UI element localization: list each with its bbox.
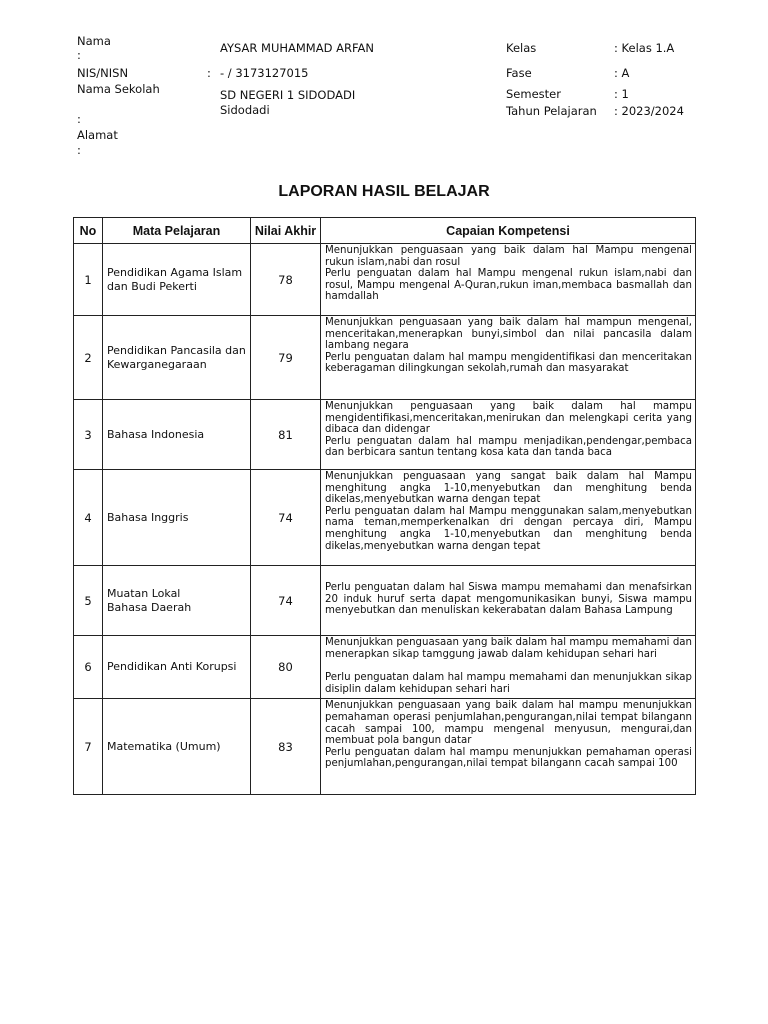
row-capaian bbox=[321, 470, 696, 566]
sekolah-value-2: Sidodadi bbox=[220, 103, 270, 117]
row-mata-pelajaran bbox=[103, 316, 251, 400]
table-row bbox=[74, 244, 696, 316]
alamat-label: Alamat bbox=[77, 128, 118, 142]
row-mata-pelajaran bbox=[103, 244, 251, 316]
row-capaian bbox=[321, 400, 696, 470]
capaian-text: Menunjukkan penguasaan yang baik dalam hal mampun mengenal, menceritakan,menerapkan bunyi,simbol dan nilai pancasila dalam lambang negara bbox=[325, 317, 692, 352]
col-header-capaian-kompetensi: Capaian Kompetensi bbox=[321, 218, 696, 244]
capaian-text: Perlu penguatan dalam hal mampu memahami dan menunjukkan sikap disiplin dalam kehidupan sehari hari bbox=[325, 672, 692, 695]
kelas-label: Kelas bbox=[506, 41, 537, 55]
report-table bbox=[73, 217, 696, 795]
mapel-line: Bahasa Daerah bbox=[107, 600, 192, 614]
row-mata-pelajaran bbox=[103, 400, 251, 470]
sekolah-value: SD NEGERI 1 SIDODADI bbox=[220, 88, 356, 102]
tahun-pelajaran-value: : 2023/2024 bbox=[614, 104, 684, 118]
kelas-value: : Kelas 1.A bbox=[614, 41, 675, 55]
mapel-line: Kewarganegaraan bbox=[107, 357, 207, 371]
table-row bbox=[74, 699, 696, 795]
capaian-text: Menunjukkan penguasaan yang baik dalam hal mampu menunjukkan pemahaman operasi penjumlahan,pengurangan,nilai tempat bilangann cacah sampai 100, mampu mengenal menyusun, mengurai,dan membuat pola bangun datar bbox=[325, 700, 692, 747]
row-mata-pelajaran bbox=[103, 566, 251, 636]
nisn-value: - / 3173127015 bbox=[220, 66, 309, 80]
table-row bbox=[74, 316, 696, 400]
row-no: 5 bbox=[74, 566, 103, 636]
row-no: 1 bbox=[74, 244, 103, 316]
capaian-text: Perlu penguatan dalam hal mampu menunjukkan pemahaman operasi penjumlahan,pengurangan,nilai tempat bilangann cacah sampai 100 bbox=[325, 746, 692, 770]
mapel-line: Matematika (Umum) bbox=[107, 740, 221, 754]
row-no: 4 bbox=[74, 470, 103, 566]
mapel-line: dan Budi Pekerti bbox=[107, 279, 197, 293]
nama-label: Nama bbox=[77, 34, 111, 48]
mapel-line: Bahasa Indonesia bbox=[107, 427, 205, 441]
semester-label: Semester bbox=[506, 87, 561, 101]
row-mata-pelajaran bbox=[103, 699, 251, 795]
fase-label: Fase bbox=[506, 66, 532, 80]
row-capaian bbox=[321, 244, 696, 316]
row-no: 2 bbox=[74, 316, 103, 400]
mapel-line: Pendidikan Anti Korupsi bbox=[107, 660, 237, 674]
row-mata-pelajaran bbox=[103, 470, 251, 566]
col-header-mata-pelajaran: Mata Pelajaran bbox=[103, 218, 251, 244]
table-row bbox=[74, 566, 696, 636]
sekolah-label: Nama Sekolah bbox=[77, 82, 160, 96]
sekolah-colon: : bbox=[77, 112, 81, 126]
row-no: 6 bbox=[74, 636, 103, 699]
row-capaian bbox=[321, 636, 696, 699]
alamat-colon: : bbox=[77, 143, 81, 157]
nisn-label: NIS/NISN bbox=[77, 66, 129, 80]
tahun-pelajaran-label: Tahun Pelajaran bbox=[506, 104, 597, 118]
capaian-text: Perlu penguatan dalam hal mampu menjadikan,pendengar,pembaca dan berbicara santun tentang kosa kata dan tanda baca bbox=[325, 435, 692, 459]
table-header-row bbox=[74, 218, 696, 244]
capaian-text: Perlu penguatan dalam hal Mampu menggunakan salam,menyebutkan nama teman,memperkenalkan dri dengan percaya diri, Mampu menghitung angka 1-10,menyebutkan dan menghitung benda dikelas,menyebutkan warna dengan tepat bbox=[325, 505, 692, 552]
row-capaian bbox=[321, 699, 696, 795]
row-nilai-akhir: 74 bbox=[251, 566, 321, 636]
mapel-line: Muatan Lokal bbox=[107, 587, 181, 600]
table-row bbox=[74, 470, 696, 566]
capaian-text: Menunjukkan penguasaan yang baik dalam hal mampu mengidentifikasi,menceritakan,menirukan dan melengkapi cerita yang dibaca dan didengar bbox=[325, 401, 692, 436]
row-nilai-akhir: 83 bbox=[251, 699, 321, 795]
nama-colon: : bbox=[77, 48, 81, 62]
mapel-line: Pendidikan Pancasila dan bbox=[107, 344, 246, 357]
row-capaian bbox=[321, 316, 696, 400]
mapel-line: Pendidikan Agama Islam bbox=[107, 266, 243, 279]
row-nilai-akhir: 81 bbox=[251, 400, 321, 470]
nisn-colon: : bbox=[207, 66, 211, 80]
row-nilai-akhir: 74 bbox=[251, 470, 321, 566]
fase-value: : A bbox=[614, 66, 630, 80]
capaian-text: Perlu penguatan dalam hal mampu mengidentifikasi dan menceritakan keberagaman dilingkungan sekolah,rumah dan masyarakat bbox=[325, 351, 692, 375]
table-row bbox=[74, 400, 696, 470]
capaian-text: Perlu penguatan dalam hal Mampu mengenal rukun islam,nabi dan rosul, Mampu mengenal A-Quran,rukun iman,membaca basmallah dan hamdallah bbox=[325, 268, 692, 303]
mapel-line: Bahasa Inggris bbox=[107, 510, 189, 524]
row-nilai-akhir: 80 bbox=[251, 636, 321, 699]
col-header-no: No bbox=[74, 218, 103, 244]
table-row bbox=[74, 636, 696, 699]
capaian-text: Perlu penguatan dalam hal Siswa mampu memahami dan menafsirkan 20 induk huruf serta dapat mengomunikasikan bunyi, Siswa mampu menyebutkan dan menuliskan kekerabatan dalam Bahasa Lampung bbox=[325, 582, 692, 617]
row-no: 7 bbox=[74, 699, 103, 795]
semester-value: : 1 bbox=[614, 87, 629, 101]
capaian-text: Menunjukkan penguasaan yang sangat baik dalam hal Mampu menghitung angka 1-10,menyebutkan dan menghitung benda dikelas,menyebutkan warna dengan tepat bbox=[325, 471, 692, 506]
report-title: LAPORAN HASIL BELAJAR bbox=[278, 183, 490, 200]
row-no: 3 bbox=[74, 400, 103, 470]
col-header-nilai-akhir: Nilai Akhir bbox=[251, 218, 321, 244]
capaian-text: Menunjukkan penguasaan yang baik dalam hal mampu memahami dan menerapkan sikap tamggung jawab dalam kehidupan sehari hari bbox=[325, 637, 692, 660]
capaian-text: Menunjukkan penguasaan yang baik dalam hal Mampu mengenal rukun islam,nabi dan rosul bbox=[325, 245, 692, 268]
row-capaian bbox=[321, 566, 696, 636]
row-nilai-akhir: 79 bbox=[251, 316, 321, 400]
row-nilai-akhir: 78 bbox=[251, 244, 321, 316]
row-mata-pelajaran bbox=[103, 636, 251, 699]
nama-value: AYSAR MUHAMMAD ARFAN bbox=[220, 41, 374, 55]
